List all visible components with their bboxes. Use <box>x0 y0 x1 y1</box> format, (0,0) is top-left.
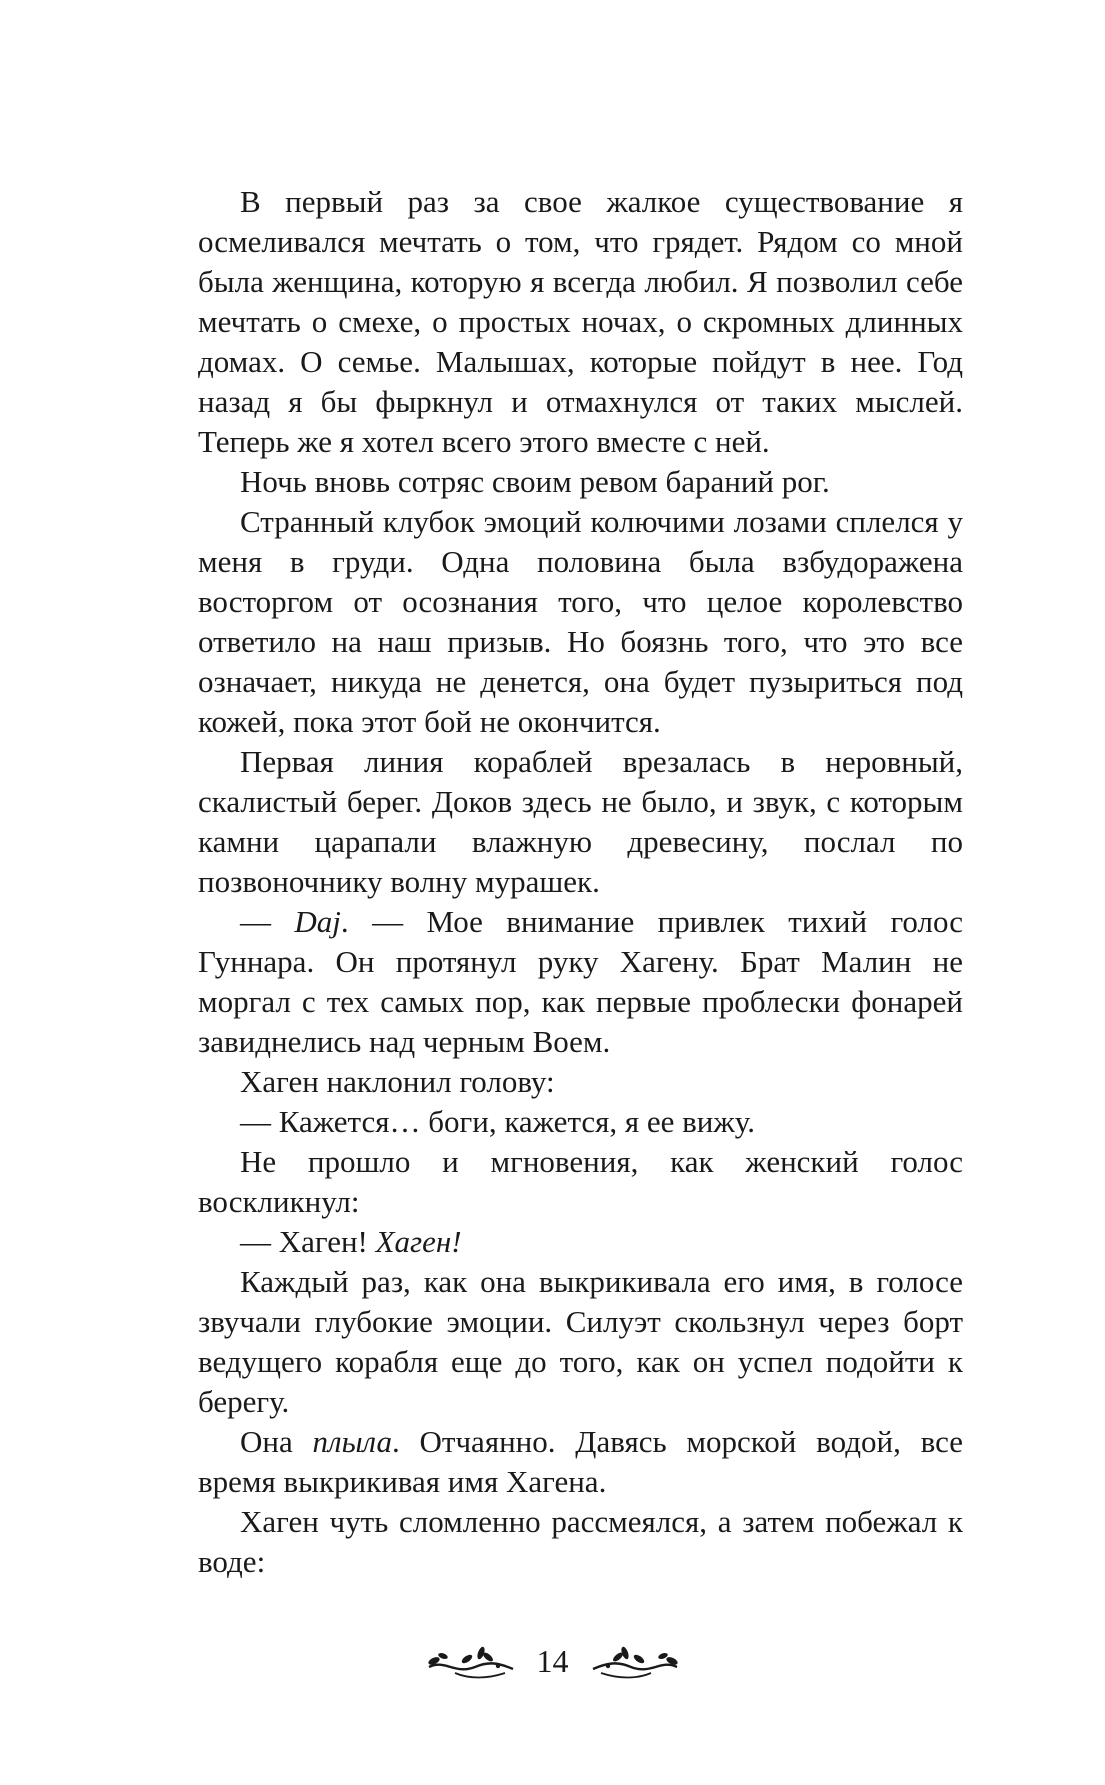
italic-text: Daj <box>294 904 341 939</box>
paragraph <box>198 1262 963 1422</box>
page-number: 14 <box>536 1643 569 1679</box>
floral-vine-ornament-right-icon <box>589 1639 681 1683</box>
text-run: В первый раз за свое жалкое существование я осмеливался мечтать о том, что грядет. Рядом со мной была женщина, которую я всегда любил. Я позволил себе мечтать о смехе, о простых ночах, о скромных длинных домах. О семье. Малышах, которые пойдут в нее. Год назад я бы фыркнул и отмахнулся от таких мыслей. Теперь же я хотел всего этого вместе с ней. <box>198 184 963 459</box>
paragraph <box>198 1102 963 1142</box>
paragraph <box>198 1422 963 1502</box>
text-run: Каждый раз, как она выкрикивала его имя, в голосе звучали глубокие эмоции. Силуэт скользнул через борт ведущего корабля еще до того, как он успел подойти к берегу. <box>198 1264 963 1419</box>
paragraph <box>198 1142 963 1222</box>
paragraph <box>198 1502 963 1582</box>
paragraph <box>198 502 963 742</box>
text-run: . — Мое внимание привлек тихий голос Гуннара. Он протянул руку Хагену. Брат Малин не моргал с тех самых пор, как первые проблески фонарей завиднелись над черным Воем. <box>198 904 963 1059</box>
paragraph <box>198 1062 963 1102</box>
paragraph <box>198 182 963 462</box>
text-run: Первая линия кораблей врезалась в неровный, скалистый берег. Доков здесь не было, и звук, с которым камни царапали влажную древесину, послал по позвоночнику волну мурашек. <box>198 744 963 899</box>
paragraph <box>198 1222 963 1262</box>
text-run: — <box>240 904 295 939</box>
page-footer <box>0 1636 1105 1686</box>
text-run: Она <box>240 1424 313 1459</box>
text-run: Ночь вновь сотряс своим ревом бараний рог. <box>240 464 830 499</box>
italic-text: Хаген! <box>375 1224 462 1259</box>
italic-text: плыла <box>312 1424 392 1459</box>
floral-vine-ornament-left-icon <box>425 1639 517 1683</box>
text-run: . Отчаянно. Давясь морской водой, все время выкрикивая имя Хагена. <box>198 1424 963 1499</box>
paragraph <box>198 902 963 1062</box>
text-run: Хаген чуть сломленно рассмеялся, а затем побежал к воде: <box>198 1504 963 1579</box>
text-run: — Кажется… боги, кажется, я ее вижу. <box>240 1104 755 1139</box>
text-run: — Хаген! <box>240 1224 376 1259</box>
text-run: Не прошло и мгновения, как женский голос воскликнул: <box>198 1144 963 1219</box>
paragraph <box>198 462 963 502</box>
text-run: Странный клубок эмоций колючими лозами сплелся у меня в груди. Одна половина была взбудоражена восторгом от осознания того, что целое королевство ответило на наш призыв. Но боязнь того, что это все означает, никуда не денется, она будет пузыриться под кожей, пока этот бой не окончится. <box>198 504 963 739</box>
text-run: Хаген наклонил голову: <box>240 1064 555 1099</box>
paragraph <box>198 742 963 902</box>
body-text <box>198 182 963 1582</box>
